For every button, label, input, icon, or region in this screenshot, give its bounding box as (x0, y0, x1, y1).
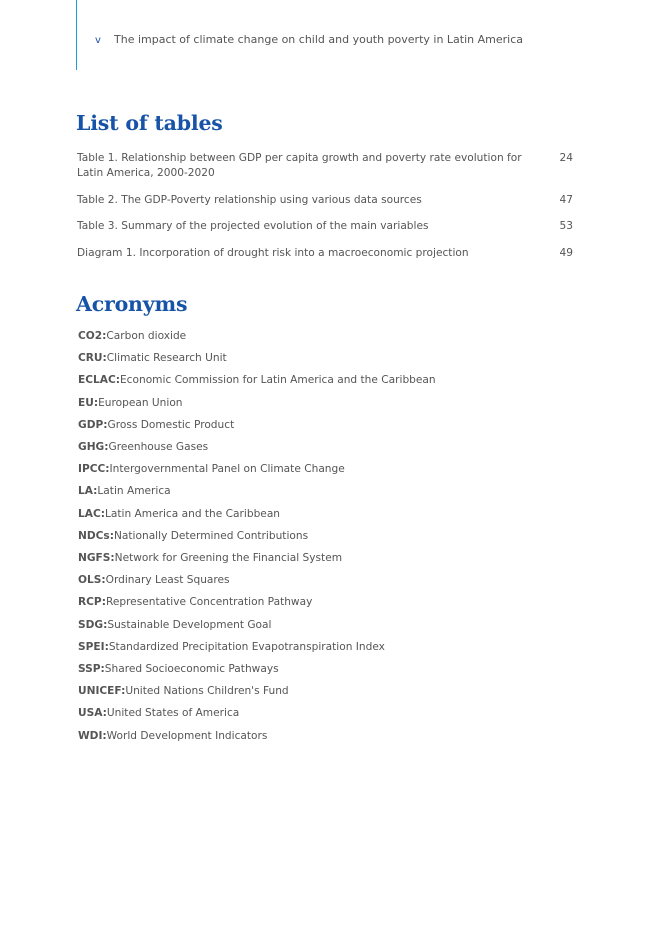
acronym-abbr: CO2: (78, 330, 107, 342)
table-item-title: Table 3. Summary of the projected evolution of the main variables (77, 220, 429, 232)
acronym-meaning: Intergovernmental Panel on Climate Change (109, 463, 345, 476)
acronym-meaning: Latin America and the Caribbean (104, 507, 281, 520)
acronym-item (78, 347, 436, 369)
acronym-abbr: OLS: (78, 574, 106, 587)
acronym-abbr: SPEI: (78, 640, 109, 653)
acronym-meaning: United States of America (106, 707, 240, 720)
acronym-item (78, 636, 436, 658)
acronym-item (78, 503, 436, 525)
acronym-item (78, 480, 436, 502)
acronym-meaning: World Development Indicators (106, 729, 268, 742)
acronym-item (78, 525, 436, 547)
acronym-meaning: Shared Socioeconomic Pathways (104, 663, 279, 676)
acronym-abbr: NGFS: (78, 552, 115, 565)
acronym-item (78, 569, 436, 591)
acronym-abbr: USA: (78, 707, 107, 720)
acronym-abbr: SDG: (78, 618, 108, 631)
acronym-meaning: Carbon dioxide (106, 330, 187, 342)
acronyms-title: Acronyms (76, 292, 188, 316)
acronym-abbr: LAC: (78, 507, 105, 520)
acronym-meaning: Nationally Determined Contributions (113, 529, 309, 542)
list-of-tables-item[interactable] (77, 246, 573, 261)
acronym-abbr: WDI: (78, 729, 107, 742)
acronym-item (78, 436, 436, 458)
acronym-meaning: Ordinary Least Squares (105, 574, 230, 587)
acronym-abbr: GHG: (78, 441, 109, 454)
acronym-meaning: Climatic Research Unit (106, 352, 227, 365)
acronym-meaning: Representative Concentration Pathway (105, 596, 313, 609)
acronym-item (78, 614, 436, 636)
acronym-item (78, 369, 436, 391)
acronym-abbr: GDP: (78, 418, 108, 431)
acronym-item (78, 392, 436, 414)
table-item-page: 47 (559, 193, 573, 206)
acronym-abbr: LA: (78, 485, 98, 498)
list-of-tables-item[interactable] (77, 219, 573, 234)
toc-marker: v (95, 35, 101, 46)
acronym-meaning: Sustainable Development Goal (107, 618, 272, 631)
table-item-title: Diagram 1. Incorporation of drought risk into a macroeconomic projection (77, 246, 469, 259)
acronym-meaning: Network for Greening the Financial System (114, 552, 343, 565)
acronym-abbr: CRU: (78, 352, 107, 365)
acronym-item (78, 702, 436, 724)
acronym-abbr: SSP: (78, 663, 105, 676)
table-item-page: 53 (559, 220, 573, 232)
acronym-meaning: Economic Commission for Latin America and the Caribbean (119, 374, 436, 387)
acronym-meaning: Standardized Precipitation Evapotranspiration Index (108, 640, 385, 653)
acronym-abbr: RCP: (78, 596, 106, 609)
table-item-title: Table 1. Relationship between GDP per capita growth and poverty rate evolution for Latin America, 2000-2020 (77, 152, 522, 179)
acronym-meaning: European Union (98, 396, 183, 409)
list-of-tables-item[interactable] (77, 193, 573, 208)
acronym-abbr: UNICEF: (78, 685, 126, 698)
acronym-meaning: United Nations Children's Fund (125, 685, 289, 698)
toc-entry[interactable] (95, 32, 523, 49)
acronym-item (78, 658, 436, 680)
acronym-abbr: EU: (78, 396, 99, 409)
acronym-item (78, 414, 436, 436)
list-of-tables-title: List of tables (76, 111, 223, 135)
acronym-item (78, 725, 436, 747)
table-item-page: 49 (559, 246, 573, 259)
acronym-meaning: Greenhouse Gases (108, 441, 209, 454)
acronym-list (78, 325, 436, 747)
toc-entry-title: The impact of climate change on child and youth poverty in Latin America (114, 33, 524, 46)
acronym-item (78, 547, 436, 569)
table-item-page: 24 (559, 152, 573, 164)
acronym-item (78, 325, 436, 347)
list-of-tables (77, 151, 573, 272)
list-of-tables-item[interactable] (77, 151, 573, 181)
acronym-meaning: Gross Domestic Product (107, 418, 235, 431)
table-item-title: Table 2. The GDP-Poverty relationship using various data sources (77, 193, 422, 206)
acronym-abbr: ECLAC: (78, 374, 120, 387)
acronym-meaning: Latin America (97, 485, 171, 498)
acronym-abbr: IPCC: (78, 463, 110, 476)
acronym-item (78, 458, 436, 480)
toc-side-rule (76, 0, 77, 70)
acronym-abbr: NDCs: (78, 529, 114, 542)
acronym-item (78, 591, 436, 613)
acronym-item (78, 680, 436, 702)
